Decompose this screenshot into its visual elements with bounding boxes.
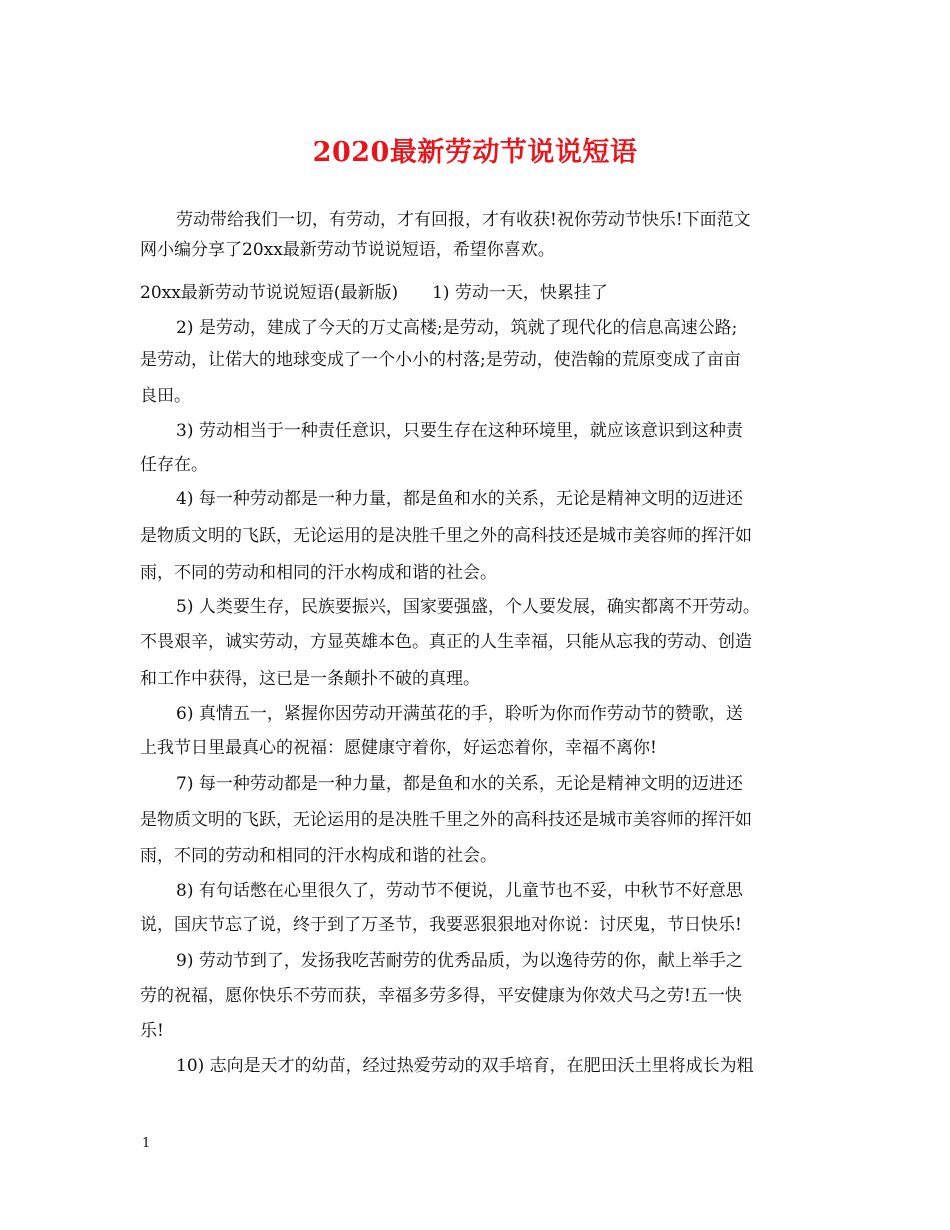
text-line: 上我节日里最真心的祝福：愿健康守着你，好运恋着你，幸福不离你!	[140, 738, 657, 758]
text-line: 是物质文明的飞跃，无论运用的是决胜千里之外的高科技还是城市美容师的挥汗如	[140, 526, 752, 546]
text-line: 20xx最新劳动节说说短语(最新版) 1) 劳动一天，快累挂了	[140, 283, 608, 303]
text-line: 良田。	[140, 386, 191, 406]
text-line: 雨，不同的劳动和相同的汗水构成和谐的社会。	[140, 846, 497, 866]
text-line: 和工作中获得，这已是一条颠扑不破的真理。	[140, 669, 480, 689]
document-title: 2020最新劳动节说说短语	[312, 137, 638, 168]
text-line: 网小编分享了20xx最新劳动节说说短语，希望你喜欢。	[140, 240, 555, 260]
text-line: 5) 人类要生存，民族要振兴，国家要强盛，个人要发展，确实都离不开劳动。	[176, 597, 760, 617]
text-line: 3) 劳动相当于一种责任意识，只要生存在这种环境里，就应该意识到这种责	[176, 421, 743, 441]
text-line: 是劳动，让偌大的地球变成了一个小小的村落;是劳动，使浩翰的荒原变成了亩亩	[140, 350, 741, 370]
text-line: 劳的祝福，愿你快乐不劳而获，幸福多劳多得，平安健康为你效犬马之劳!五一快	[140, 986, 742, 1006]
text-line: 8) 有句话憋在心里很久了，劳动节不便说，儿童节也不妥，中秋节不好意思	[176, 881, 743, 901]
text-line: 是物质文明的飞跃，无论运用的是决胜千里之外的高科技还是城市美容师的挥汗如	[140, 810, 752, 830]
text-line: 劳动带给我们一切，有劳动，才有回报，才有收获!祝你劳动节快乐!下面范文	[176, 210, 751, 230]
text-line: 乐!	[140, 1021, 164, 1041]
text-line: 说，国庆节忘了说，终于到了万圣节，我要恶狠狠地对你说：讨厌鬼，节日快乐!	[140, 915, 742, 935]
text-line: 4) 每一种劳动都是一种力量，都是鱼和水的关系，无论是精神文明的迈进还	[176, 489, 743, 509]
text-line: 9) 劳动节到了，发扬我吃苦耐劳的优秀品质，为以逸待劳的你，献上举手之	[176, 951, 743, 971]
text-line: 雨，不同的劳动和相同的汗水构成和谐的社会。	[140, 563, 497, 583]
text-line: 2) 是劳动，建成了今天的万丈高楼;是劳动，筑就了现代化的信息高速公路;	[176, 318, 738, 338]
text-line: 任存在。	[140, 455, 208, 475]
page-number: 1	[142, 1136, 151, 1151]
text-line: 不畏艰辛，诚实劳动，方显英雄本色。真正的人生幸福，只能从忘我的劳动、创造	[140, 632, 752, 652]
text-line: 7) 每一种劳动都是一种力量，都是鱼和水的关系，无论是精神文明的迈进还	[176, 774, 743, 794]
text-line: 10) 志向是天才的幼苗，经过热爱劳动的双手培育，在肥田沃土里将成长为粗	[176, 1056, 754, 1076]
text-line: 6) 真情五一，紧握你因劳动开满茧花的手，聆听为你而作劳动节的赞歌，送	[176, 704, 743, 724]
